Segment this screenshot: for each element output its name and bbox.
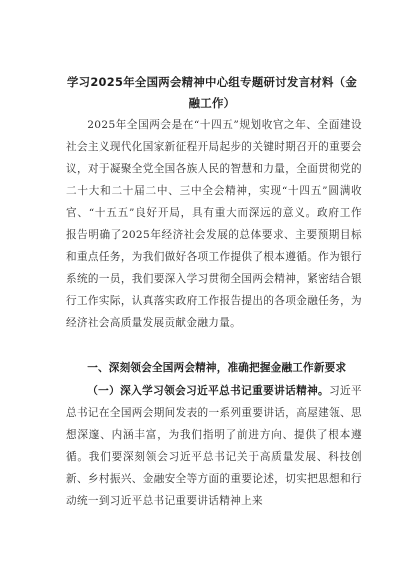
subsection-heading: （一）深入学习领会习近平总书记重要讲话精神。 [87, 385, 330, 397]
document-title: 学习2025年全国两会精神中心组专题研讨发言材料（金融工作） [66, 75, 358, 110]
section-heading: 一、深刻领会全国两会精神，准确把握金融工作新要求 [87, 362, 347, 374]
intro-paragraph: 2025年全国两会是在“十四五”规划收官之年、全面建设社会主义现代化国家新征程开局起步的关键时期召开的重要会议，对于凝聚全党全国各族人民的智慧和力量，全面贯彻党的二十大和二十届二中、三中全会精神，实现“十四五”圆满收官、“十五五”良好开局，具有重大而深远的意义。政府工作报告明确了2025年经济社会发展的总体要求、主要预期目标和重点任务，为我们做好各项工作提供了根本遵循。作为银行系统的一员，我们要深入学习贯彻全国两会精神，紧密结合银行工作实际，认真落实政府工作报告提出的各项金融任务，为经济社会高质量发展贡献金融力量。 [66, 119, 362, 329]
section-paragraph [66, 380, 362, 512]
subsection-body: 习近平总书记在全国两会期间发表的一系列重要讲话，高屋建瓴、思想深邃、内涵丰富，为我们指明了前进方向、提供了根本遵循。我们要深刻领会习近平总书记关于高质量发展、科技创新、乡村振兴、金融安全等方面的重要论述，切实把思想和行动统一到习近平总书记重要讲话精神上来 [66, 385, 362, 507]
